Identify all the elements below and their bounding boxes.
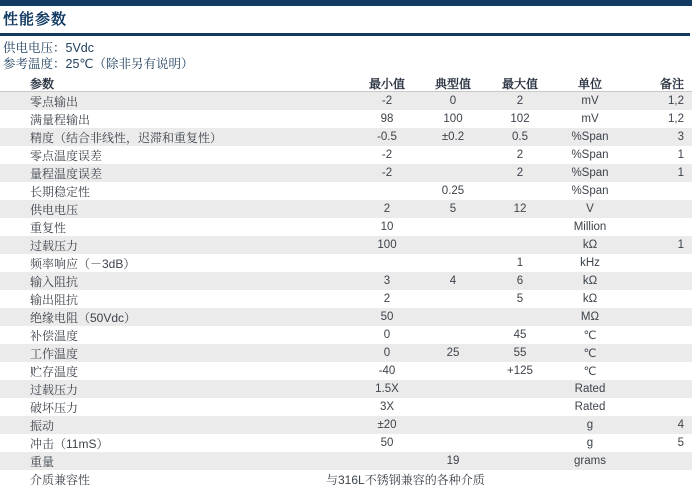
cell-min-value: 0 xyxy=(383,329,391,341)
cell-min-value: 2 xyxy=(383,293,391,305)
table-row xyxy=(0,146,692,164)
cell-min-value: -0.5 xyxy=(377,131,397,143)
cell-unit: ℃ xyxy=(583,366,597,378)
cell-note: 3 xyxy=(677,131,684,143)
cell-parameter-name: 工作温度 xyxy=(30,346,79,361)
cell-parameter-name: 重量 xyxy=(30,454,55,469)
cell-max-value: 2 xyxy=(516,149,524,161)
cell-unit: mV xyxy=(581,95,599,107)
cell-max-value: 12 xyxy=(513,203,527,215)
table-row xyxy=(0,398,692,416)
cell-min-value: 3X xyxy=(379,401,395,413)
cell-unit: MΩ xyxy=(580,311,600,323)
cell-note: 4 xyxy=(677,419,684,431)
column-header-typ: 典型值 xyxy=(434,77,471,91)
cell-max-value: 0.5 xyxy=(512,131,528,143)
cell-typ-value: 5 xyxy=(449,203,457,215)
reference-temperature-condition xyxy=(3,57,699,73)
cell-max-value: 5 xyxy=(516,293,524,305)
table-row xyxy=(0,236,692,254)
cell-parameter-name: 补偿温度 xyxy=(30,328,79,343)
table-row xyxy=(0,164,692,182)
reference-temperature-label: 参考温度： xyxy=(3,56,66,71)
cell-unit: Million xyxy=(573,221,607,233)
supply-voltage-value: 5Vdc xyxy=(65,41,95,55)
cell-note: 1 xyxy=(677,239,684,251)
reference-temperature-value: 25℃（除非另有说明） xyxy=(65,56,194,71)
table-row xyxy=(0,416,692,434)
supply-voltage-label: 供电电压： xyxy=(3,41,66,55)
cell-parameter-name: 频率响应（－3dB） xyxy=(30,256,136,271)
cell-spanning-value: 与316L不锈钢兼容的各种介质 xyxy=(326,472,485,487)
cell-unit: Rated xyxy=(574,383,606,395)
table-row xyxy=(0,254,692,272)
table-row xyxy=(0,182,692,200)
cell-unit: V xyxy=(586,203,594,215)
column-header-unit: 单位 xyxy=(577,77,602,91)
cell-max-value: 6 xyxy=(516,275,524,287)
cell-parameter-name: 过载压力 xyxy=(30,382,79,397)
cell-parameter-name: 精度（结合非线性，迟滞和重复性） xyxy=(30,130,223,145)
cell-min-value: 98 xyxy=(380,113,394,125)
cell-max-value: 1 xyxy=(516,257,524,269)
cell-typ-value: 0 xyxy=(449,95,457,107)
cell-parameter-name: 冲击（11mS） xyxy=(30,436,109,451)
cell-note: 1 xyxy=(677,149,684,161)
table-row xyxy=(0,380,692,398)
cell-parameter-name: 输出阻抗 xyxy=(30,292,79,307)
cell-unit: g xyxy=(586,419,594,431)
table-row xyxy=(0,344,692,362)
cell-typ-value: 4 xyxy=(449,275,457,287)
table-row xyxy=(0,452,692,470)
cell-parameter-name: 绝缘电阻（50Vdc） xyxy=(30,310,137,325)
test-conditions xyxy=(3,41,699,72)
table-row xyxy=(0,470,692,488)
cell-min-value: -40 xyxy=(378,365,396,377)
cell-unit: kΩ xyxy=(582,239,598,251)
table-row xyxy=(0,218,692,236)
column-header-min: 最小值 xyxy=(368,77,405,91)
cell-typ-value: 0.25 xyxy=(441,185,465,197)
cell-unit: %Span xyxy=(571,167,609,179)
table-row xyxy=(0,92,692,110)
cell-typ-value: 19 xyxy=(446,455,460,467)
cell-min-value: ±20 xyxy=(377,419,397,431)
cell-min-value: 2 xyxy=(383,203,391,215)
cell-unit: kHz xyxy=(580,257,600,269)
cell-parameter-name: 贮存温度 xyxy=(30,364,79,379)
cell-note: 1,2 xyxy=(668,95,684,107)
title-underline-rule xyxy=(0,33,690,36)
cell-min-value: 10 xyxy=(380,221,394,233)
cell-note: 1 xyxy=(677,167,684,179)
cell-typ-value: 25 xyxy=(446,347,460,359)
cell-parameter-name: 满量程输出 xyxy=(30,112,91,127)
cell-unit: %Span xyxy=(571,131,609,143)
table-row xyxy=(0,308,692,326)
cell-min-value: -2 xyxy=(381,167,393,179)
cell-max-value: 2 xyxy=(516,167,524,179)
cell-parameter-name: 输入阻抗 xyxy=(30,274,79,289)
table-row xyxy=(0,326,692,344)
table-row xyxy=(0,290,692,308)
cell-parameter-name: 破坏压力 xyxy=(30,400,79,415)
table-row xyxy=(0,362,692,380)
section-title: 性能参数 xyxy=(3,11,68,28)
cell-typ-value: 100 xyxy=(443,113,463,125)
cell-max-value: 2 xyxy=(516,95,524,107)
cell-max-value: 45 xyxy=(513,329,527,341)
table-body xyxy=(0,92,699,488)
cell-unit: grams xyxy=(574,455,606,467)
cell-unit: ℃ xyxy=(583,348,597,360)
cell-unit: kΩ xyxy=(582,293,598,305)
cell-parameter-name: 零点温度误差 xyxy=(30,148,103,163)
cell-max-value: 102 xyxy=(510,113,530,125)
cell-min-value: -2 xyxy=(381,149,393,161)
column-header-parameter: 参数 xyxy=(30,77,55,91)
cell-parameter-name: 长期稳定性 xyxy=(30,184,91,199)
column-header-max: 最大值 xyxy=(501,77,538,91)
cell-parameter-name: 振动 xyxy=(30,418,55,433)
cell-note: 5 xyxy=(677,437,684,449)
cell-min-value: 3 xyxy=(383,275,391,287)
cell-unit: ℃ xyxy=(583,330,597,342)
cell-min-value: 0 xyxy=(383,347,391,359)
cell-typ-value: ±0.2 xyxy=(441,131,465,143)
cell-note: 1,2 xyxy=(668,113,684,125)
cell-unit: %Span xyxy=(571,149,609,161)
cell-min-value: 50 xyxy=(380,311,394,323)
table-row xyxy=(0,434,692,452)
cell-unit: Rated xyxy=(574,401,606,413)
cell-parameter-name: 过载压力 xyxy=(30,238,79,253)
table-row xyxy=(0,110,692,128)
cell-max-value: +125 xyxy=(507,365,533,377)
cell-parameter-name: 供电电压 xyxy=(30,202,79,217)
cell-max-value: 55 xyxy=(513,347,527,359)
parameters-table xyxy=(0,75,699,488)
cell-parameter-name: 重复性 xyxy=(30,220,67,235)
top-rule xyxy=(0,0,692,6)
cell-min-value: 1.5X xyxy=(375,383,399,395)
table-row xyxy=(0,272,692,290)
column-header-note: 备注 xyxy=(659,77,684,91)
cell-unit: mV xyxy=(581,113,599,125)
cell-min-value: 50 xyxy=(380,437,394,449)
cell-unit: kΩ xyxy=(582,275,598,287)
cell-parameter-name: 零点输出 xyxy=(30,94,79,109)
cell-min-value: 100 xyxy=(377,239,397,251)
cell-unit: %Span xyxy=(571,185,609,197)
cell-parameter-name: 量程温度误差 xyxy=(30,166,103,181)
table-header-row xyxy=(0,75,692,92)
table-row xyxy=(0,200,692,218)
cell-parameter-name: 介质兼容性 xyxy=(30,472,91,487)
table-row xyxy=(0,128,692,146)
cell-unit: g xyxy=(586,437,594,449)
cell-min-value: -2 xyxy=(381,95,393,107)
supply-voltage-condition xyxy=(3,41,699,57)
